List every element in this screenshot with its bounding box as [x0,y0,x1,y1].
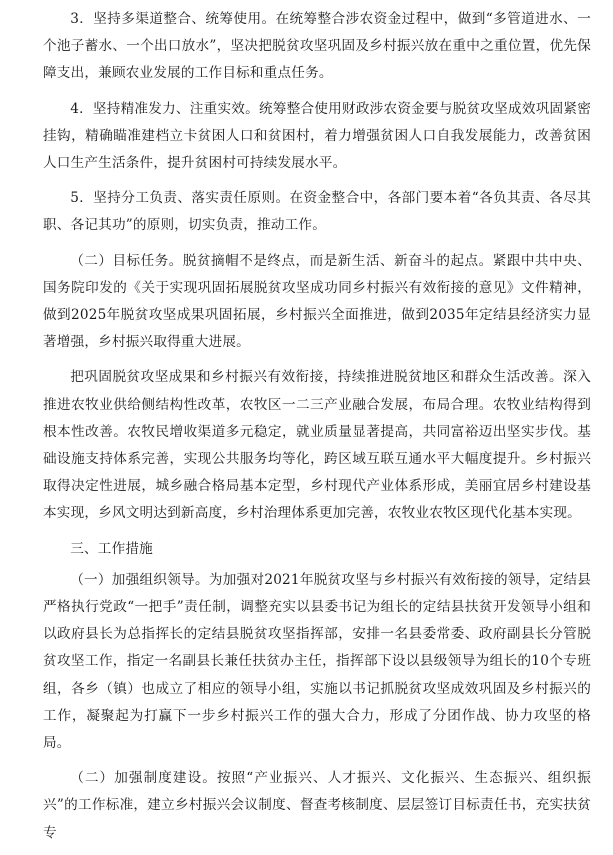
principle-4-paragraph: 4．坚持精准发力、注重实效。统筹整合使用财政涉农资金要与脱贫攻坚成效巩固紧密挂钩，精确瞄准建档立卡贫困人口和贫困村，着力增强贫困人口自我发展能力，改善贫困人口生产生活条件，提升贫困村可持续发展水平。 [43,100,591,172]
system-building-paragraph: （二）加强制度建设。按照“产业振兴、人才振兴、文化振兴、生态振兴、组织振兴”的工作标准，建立乡村振兴会议制度、督查考核制度、层层签订目标责任书，充实扶贫专 [43,770,591,841]
principle-3-paragraph: 3．坚持多渠道整合、统筹使用。在统筹整合涉农资金过程中，做到“多管道进水、一个池子蓄水、一个出口放水”，坚决把脱贫攻坚巩固及乡村振兴放在重中之重位置，优先保障支出，兼顾农业发展的工作目标和重点任务。 [43,11,591,82]
integration-paragraph: 把巩固脱贫攻坚成果和乡村振兴有效衔接，持续推进脱贫地区和群众生活改善。深入推进农牧业供给侧结构性改革，农牧区一二三产业融合发展，布局合理。农牧业结构得到根本性改善。农牧民增收渠道多元稳定，就业质量显著提高，共同富裕迈出坚实步伐。基础设施支持体系完善，实现公共服务均等化，跨区域互联互通水平大幅度提升。乡村振兴取得决定性进展，城乡融合格局基本定型，乡村现代产业体系形成，美丽宜居乡村建设基本实现，乡风文明达到新高度，乡村治理体系更加完善，农牧业农牧区现代化基本实现。 [43,369,591,522]
target-tasks-paragraph: （二）目标任务。脱贫摘帽不是终点，而是新生活、新奋斗的起点。紧跟中共中央、国务院印发的《关于实现巩固拓展脱贫攻坚成功同乡村振兴有效衔接的意见》文件精神，做到2025年脱贫攻坚成果巩固拓展，乡村振兴全面推进，做到2035年定结县经济实力显著增强，乡村振兴取得重大进展。 [43,252,591,351]
principle-5-paragraph: 5．坚持分工负责、落实责任原则。在资金整合中，各部门要本着“各负其责、各尽其职、各记其功”的原则，切实负责，推动工作。 [43,190,591,234]
organization-leadership-paragraph: （一）加强组织领导。为加强对2021年脱贫攻坚与乡村振兴有效衔接的领导，定结县严格执行党政“一把手”责任制，调整充实以县委书记为组长的定结县扶贫开发领导小组和以政府县长为总指挥长的定结县脱贫攻坚指挥部，安排一名县委常委、政府副县长分管脱贫攻坚工作，指定一名副县长兼任扶贫办主任，指挥部下设以县级领导为组长的10个专班组，各乡（镇）也成立了相应的领导小组，实施以书记抓脱贫攻坚成效巩固及乡村振兴的工作，凝聚起为打赢下一步乡村振兴工作的强大合力，形成了分团作战、协力攻坚的格局。 [43,571,591,752]
document-page [43,6,591,855]
section-heading-work-measures: 三、工作措施 [70,540,153,557]
